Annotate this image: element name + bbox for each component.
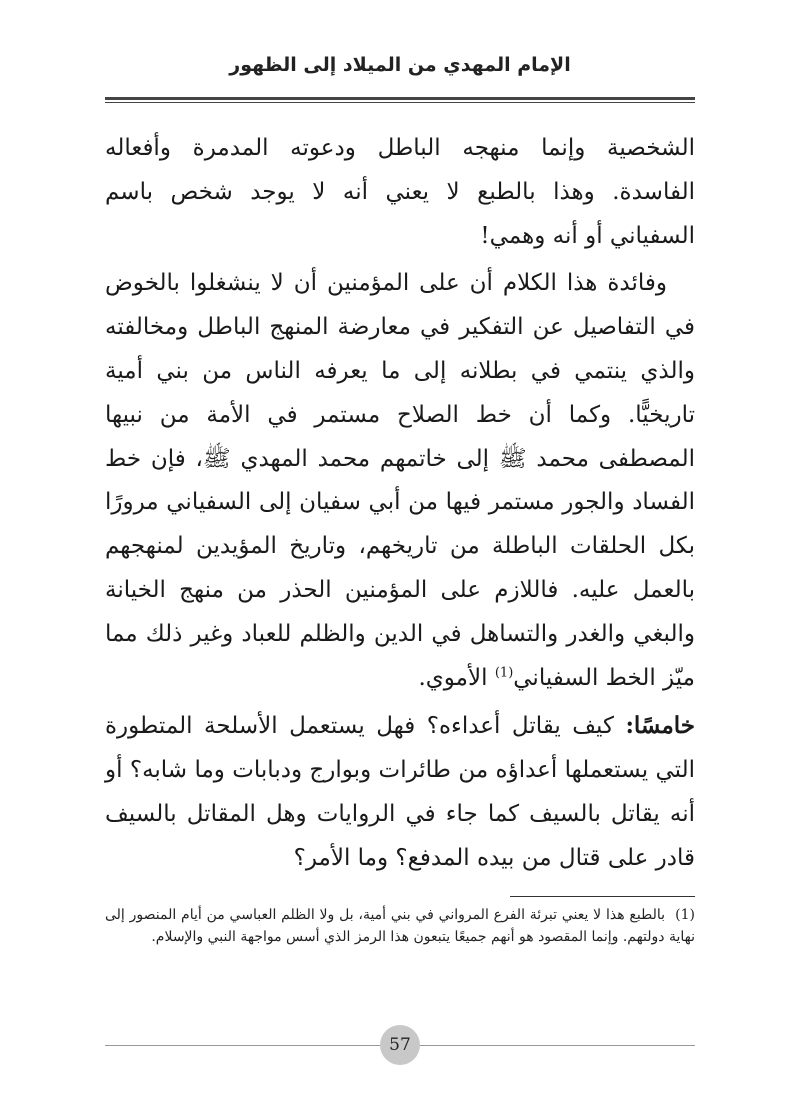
running-header xyxy=(105,38,695,100)
page-number: 57 xyxy=(380,1025,420,1065)
page-footer xyxy=(105,1025,695,1065)
paragraph-2 xyxy=(105,262,695,700)
footnote-reference[interactable]: (1) xyxy=(494,664,514,680)
section-label: خامسًا: xyxy=(625,712,695,740)
paragraph-2-text: وفائدة هذا الكلام أن على المؤمنين أن لا ينشغلوا بالخوض في التفاصيل عن التفكير في معارضة المنهج الباطل ومخالفته والذي ينتمي في بطلانه إلى ما يعرفه الناس من بني أمية تاريخيًّا. وكما أن خط الصلاح مستمر في الأمة من نبيها المصطفى محمد ﷺ إلى خاتمهم محمد المهدي ﷺ، فإن خط الفساد والجور مستمر فيها من أبي سفيان إلى السفياني مرورًا بكل الحلقات الباطلة من تاريخهم، وتاريخ المؤيدين لمنهجهم بالعمل عليه. فاللازم على المؤمنين الحذر من منهج الخيانة والبغي والغدر والتساهل في الدين والظلم للعباد وغير ذلك مما ميّز الخط السفياني xyxy=(105,270,695,691)
footnote xyxy=(105,904,695,948)
main-text xyxy=(105,127,695,881)
footnote-divider xyxy=(510,896,695,897)
footnote-number: (1) xyxy=(675,907,695,923)
footnote-text: بالطبع هذا لا يعني تبرئة الفرع المرواني في بني أمية، بل ولا الظلم العباسي من أيام المنصور إلى نهاية دولتهم. وإنما المقصود هو أنهم جميعًا يتبعون هذا الرمز الذي أسس مواجهة النبي والإسلام. xyxy=(105,907,695,945)
header-rule xyxy=(105,97,695,100)
paragraph-1: الشخصية وإنما منهجه الباطل ودعوته المدمرة وأفعاله الفاسدة. وهذا بالطبع لا يعني أنه لا يوجد شخص باسم السفياني أو أنه وهمي! xyxy=(105,135,695,249)
paragraph-3-text: كيف يقاتل أعداءه؟ فهل يستعمل الأسلحة المتطورة التي يستعملها أعداؤه من طائرات وبوارج ودبابات وما شابه؟ أو أنه يقاتل بالسيف كما جاء في الروايات وهل المقاتل بالسيف قادر على قتال من بيده المدفع؟ وما الأمر؟ xyxy=(105,713,695,871)
paragraph-2-end: الأموي. xyxy=(418,664,495,691)
book-title: الإمام المهدي من الميلاد إلى الظهور xyxy=(229,54,571,76)
paragraph-3 xyxy=(105,704,695,880)
